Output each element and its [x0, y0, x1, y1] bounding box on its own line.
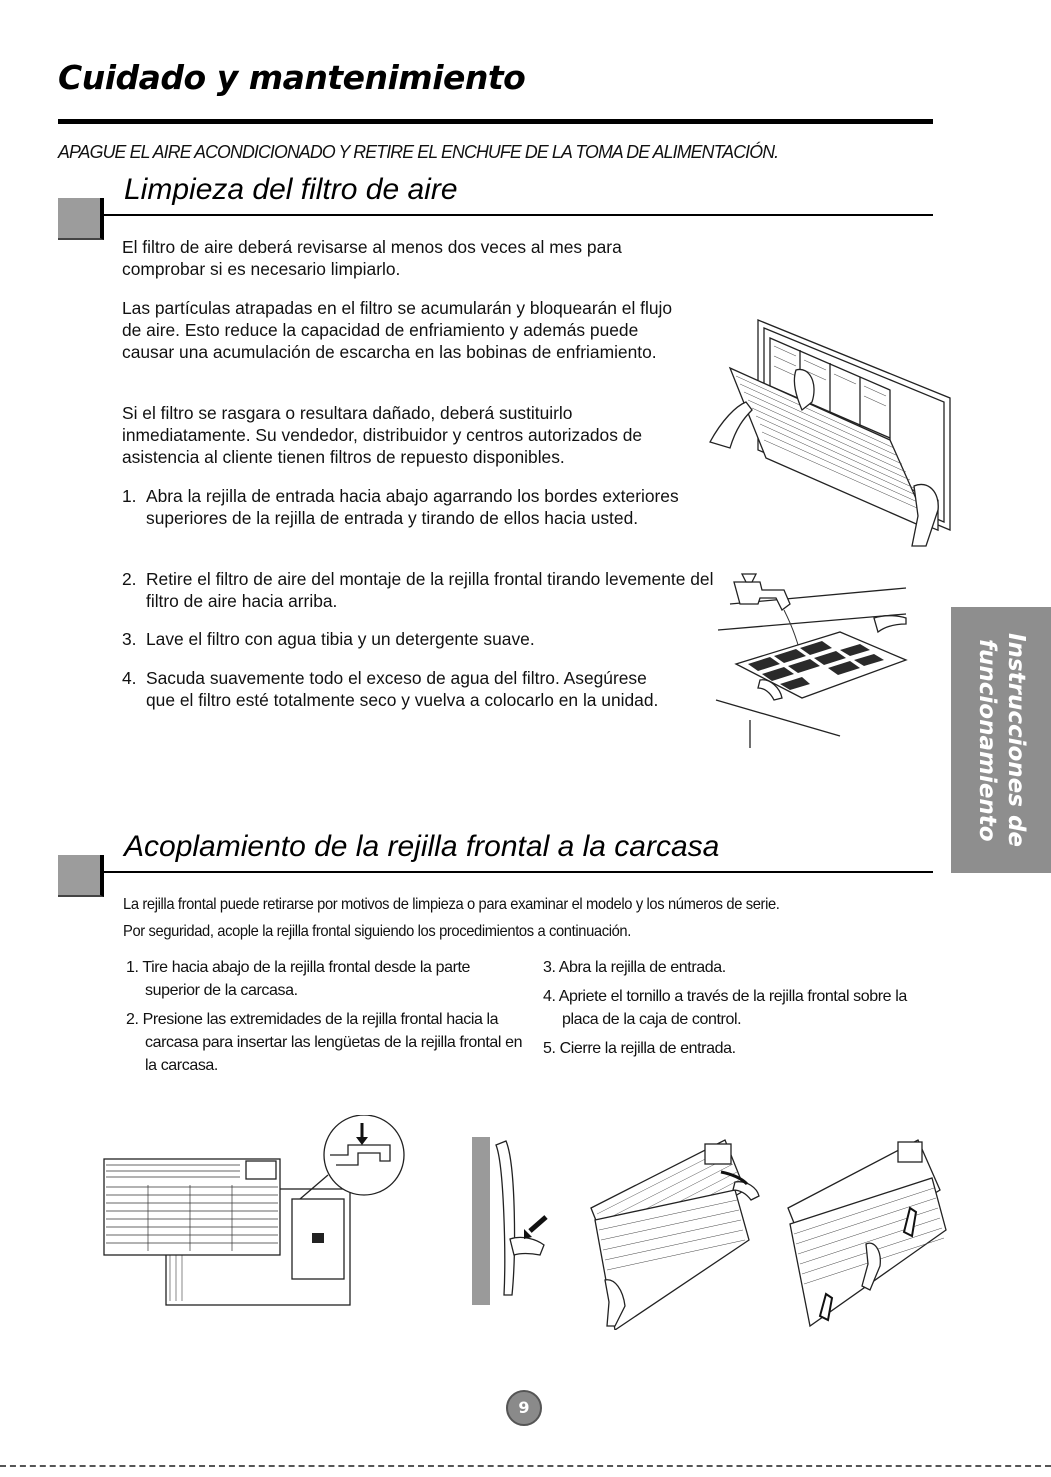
- step-number: 3.: [122, 629, 137, 649]
- close-grille-illustration: [782, 1130, 950, 1330]
- step-number: 2.: [126, 1011, 139, 1028]
- step-text: Tire hacia abajo de la rejilla frontal desde la parte superior de la carcasa.: [142, 959, 471, 999]
- section-title-grille: Acoplamiento de la rejilla frontal a la carcasa: [124, 830, 720, 863]
- list-item: [122, 628, 716, 650]
- list-item: [543, 956, 923, 979]
- section-rule: [100, 214, 933, 216]
- steps-left: [126, 956, 526, 1077]
- list-item: [126, 956, 526, 1002]
- filter-removal-illustration: [700, 310, 960, 555]
- step-text: Sacuda suavemente todo el exceso de agua del filtro. Asegúrese que el filtro esté totalmente seco y vuelva a colocarlo en la unidad.: [146, 668, 659, 710]
- page-number: 9: [506, 1390, 542, 1426]
- step-number: 5.: [543, 1040, 556, 1057]
- list-item: [122, 485, 716, 529]
- list-item: [126, 1008, 526, 1077]
- step-number: 2.: [122, 569, 137, 589]
- tighten-screw-illustration: [585, 1130, 760, 1330]
- grille-cabinet-illustration: [100, 1115, 410, 1310]
- title-rule: [58, 119, 933, 124]
- step-number: 4.: [543, 988, 556, 1005]
- step-text: Apriete el tornillo a través de la rejilla frontal sobre la placa de la caja de control.: [558, 988, 907, 1028]
- side-tab-line: funcionamiento: [974, 638, 1000, 842]
- safety-warning: APAGUE EL AIRE ACONDICIONADO Y RETIRE EL ENCHUFE DE LA TOMA DE ALIMENTACIÓN.: [58, 141, 779, 162]
- section-title-filter: Limpieza del filtro de aire: [124, 173, 458, 206]
- section-side-tab: [951, 607, 1051, 873]
- list-item: [543, 1037, 923, 1060]
- step-text: Lave el filtro con agua tibia y un detergente suave.: [146, 629, 535, 649]
- step-number: 1.: [122, 486, 137, 506]
- intro-line: Por seguridad, acople la rejilla frontal siguiendo los procedimientos a continuación.: [123, 923, 631, 940]
- steps-right: [543, 956, 923, 1060]
- step-text: Presione las extremidades de la rejilla frontal hacia la carcasa para insertar las lengüetas de la rejilla frontal en la carcasa.: [142, 1011, 523, 1074]
- step-text: Cierre la rejilla de entrada.: [559, 1040, 736, 1057]
- step-text: Abra la rejilla de entrada.: [558, 959, 726, 976]
- bottom-divider: [0, 1465, 1051, 1467]
- step-number: 4.: [122, 668, 137, 688]
- list-item: [543, 985, 923, 1031]
- page-title: Cuidado y mantenimiento: [58, 58, 526, 97]
- paragraph: El filtro de aire deberá revisarse al menos dos veces al mes para comprobar si es necesario limpiarlo.: [122, 237, 622, 279]
- step-text: Abra la rejilla de entrada hacia abajo agarrando los bordes exteriores superiores de la rejilla de entrada y tirando de ellos hacia usted.: [146, 486, 679, 528]
- step-text: Retire el filtro de aire del montaje de la rejilla frontal tirando levemente del filtro de aire hacia arriba.: [146, 569, 714, 611]
- side-tab-label: [972, 633, 1030, 847]
- list-item: [122, 568, 716, 612]
- paragraph: Las partículas atrapadas en el filtro se acumularán y bloquearán el flujo de aire. Esto reduce la capacidad de enfriamiento y además puede causar una acumulación de escarcha en las bobinas de enfriamiento.: [122, 298, 673, 362]
- filter-washing-illustration: [700, 560, 910, 750]
- step-number: 1.: [126, 959, 139, 976]
- paragraph: Si el filtro se rasgara o resultara dañado, deberá sustituirlo inmediatamente. Su vendedor, distribuidor y centros autorizados de asistencia al cliente tienen filtros de repuesto disponibles.: [122, 403, 643, 467]
- section-marker: [58, 855, 104, 897]
- intro-line: La rejilla frontal puede retirarse por motivos de limpieza o para examinar el modelo y los números de serie.: [123, 896, 780, 913]
- side-tab-line: Instrucciones de: [1003, 632, 1029, 848]
- list-item: [122, 667, 666, 711]
- section-rule: [100, 871, 933, 873]
- side-view-illustration: [470, 1135, 560, 1307]
- section-marker: [58, 198, 104, 240]
- step-number: 3.: [543, 959, 556, 976]
